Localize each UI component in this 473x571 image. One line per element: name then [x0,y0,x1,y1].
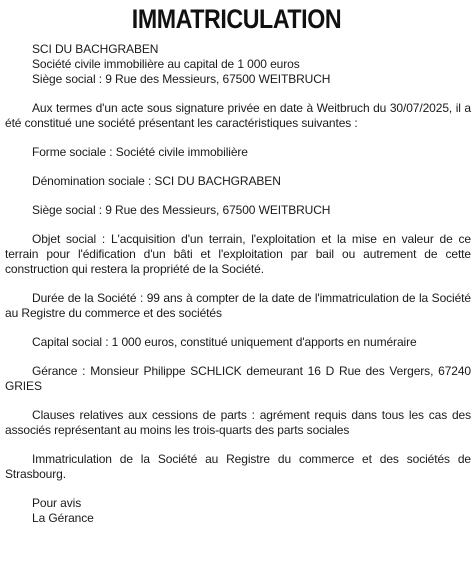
duree-societe: Durée de la Société : 99 ans à compter de la date de l'immatriculation de la Société au Registre du commerce et des sociétés [5,291,471,320]
la-gerance: La Gérance [32,511,94,525]
immatriculation-registre: Immatriculation de la Société au Registre du commerce et des sociétés de Strasbourg. [5,452,471,481]
intro-paragraph: Aux termes d'un acte sous signature privée en date à Weitbruch du 30/07/2025, il a été constitué une société présentant les caractéristiques suivantes : [5,101,471,130]
notice-title: IMMATRICULATION [131,4,342,34]
company-type-capital: Société civile immobilière au capital de 1 000 euros [32,57,300,71]
siege-social: Siège social : 9 Rue des Messieurs, 67500 WEITBRUCH [32,203,331,217]
clauses-cessions: Clauses relatives aux cessions de parts : agrément requis dans tous les cas des associés représentant au moins les trois-quarts des parts sociales [5,408,471,437]
company-name: SCI DU BACHGRABEN [32,42,159,56]
capital-social: Capital social : 1 000 euros, constitué uniquement d'apports en numéraire [32,335,417,349]
gerance: Gérance : Monsieur Philippe SCHLICK demeurant 16 D Rue des Vergers, 67240 GRIES [5,364,471,393]
pour-avis: Pour avis [32,496,82,510]
company-header [5,42,471,87]
closing-block [5,496,471,526]
company-address: Siège social : 9 Rue des Messieurs, 67500 WEITBRUCH [32,72,331,86]
denomination-sociale: Dénomination sociale : SCI DU BACHGRABEN [32,174,281,188]
forme-sociale: Forme sociale : Société civile immobilière [32,145,248,159]
notice-body [5,42,471,526]
objet-social: Objet social : L'acquisition d'un terrain, l'exploitation et la mise en valeur de ce terrain pour l'édification d'un bâti et l'exploitation par bail ou autrement de cette construction qui restera la propriété de la Société. [5,232,471,276]
